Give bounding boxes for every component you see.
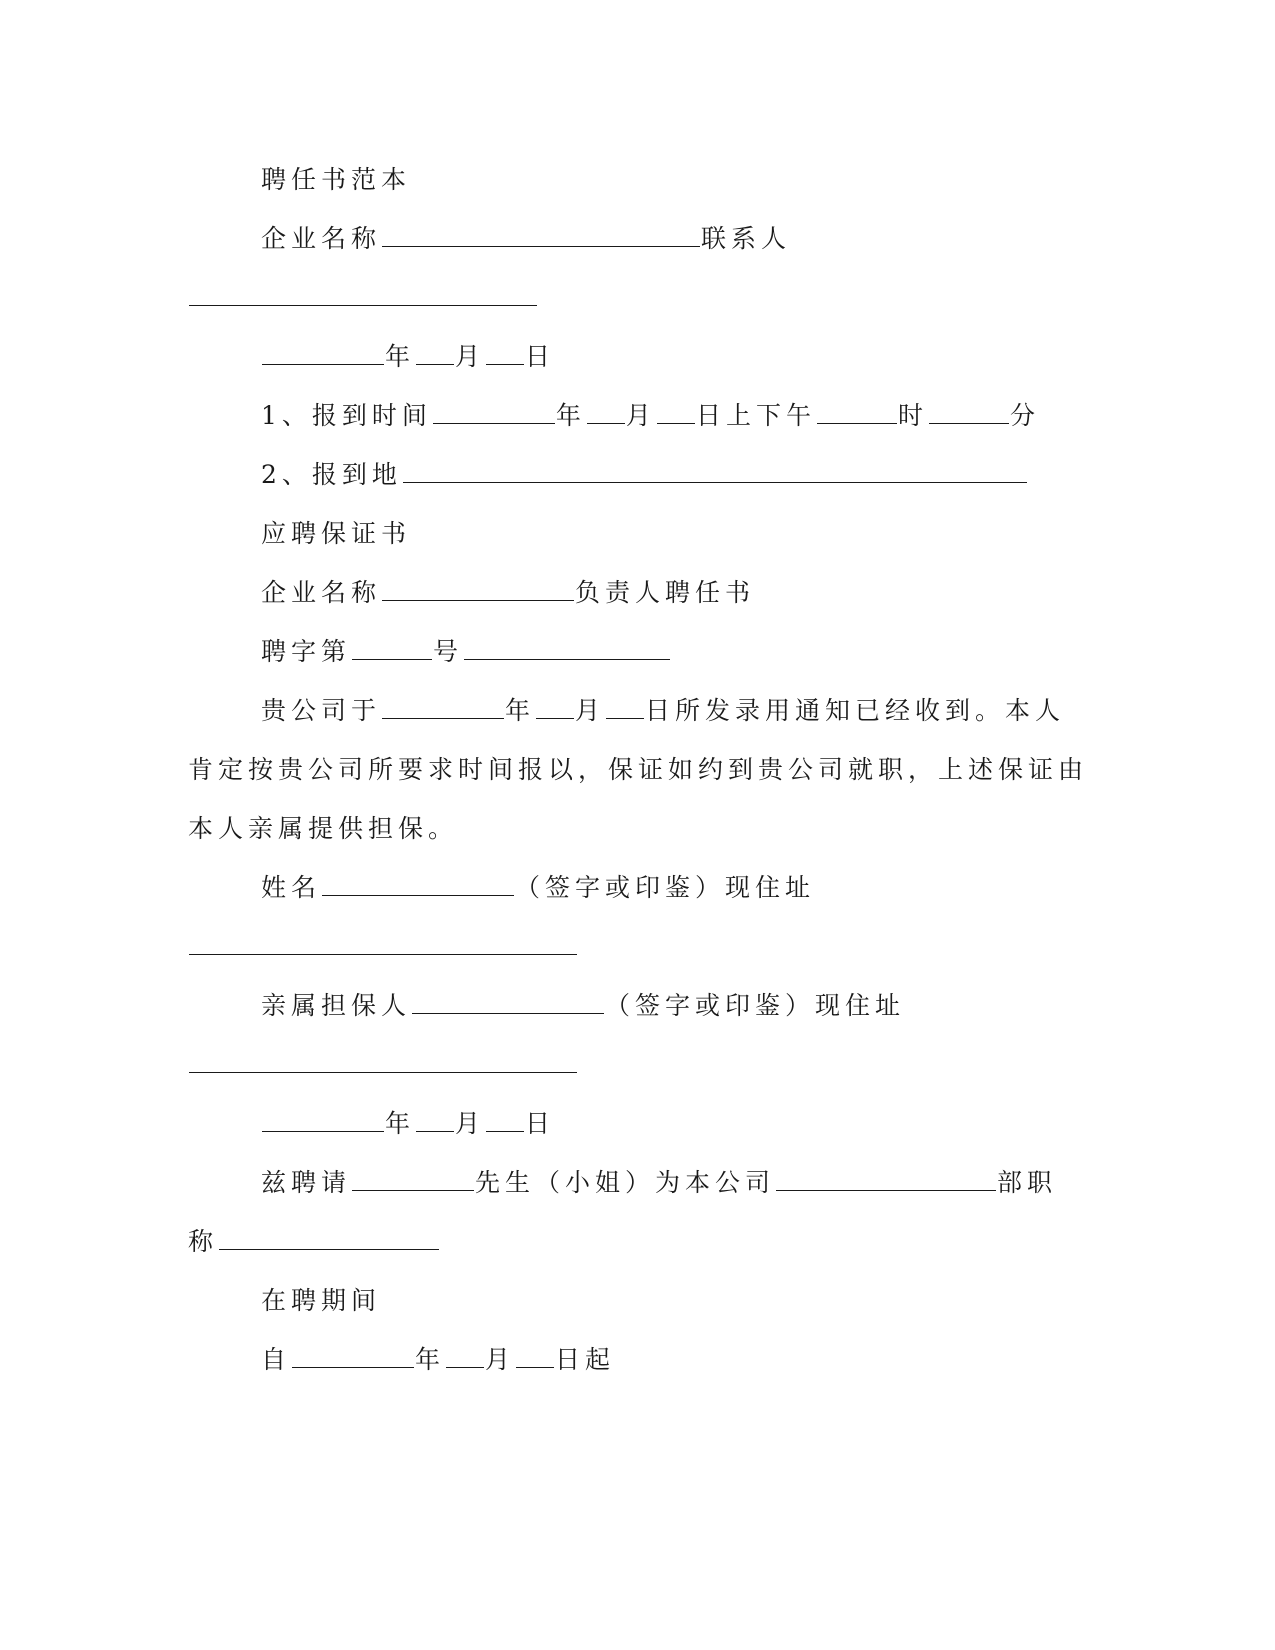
appointment-number-line bbox=[261, 635, 671, 669]
month-blank[interactable] bbox=[416, 340, 454, 365]
sign-seal-label-2: （签字或印鉴）现住址 bbox=[605, 991, 906, 1020]
title-text: 聘任书范本 bbox=[261, 165, 412, 194]
para-line2: 肯定按贵公司所要求时间报以，保证如约到贵公司就职，上述保证由 bbox=[188, 755, 1089, 784]
month-label: 月 bbox=[455, 342, 486, 371]
name-label: 姓名 bbox=[261, 873, 322, 902]
leader-appointment-label: 负责人聘任书 bbox=[575, 578, 756, 607]
guarantee-title-line bbox=[261, 517, 411, 551]
start-month-label: 月 bbox=[485, 1345, 516, 1374]
address-blank-2[interactable] bbox=[189, 1048, 577, 1073]
guarantor-line bbox=[261, 989, 905, 1023]
hour-blank[interactable] bbox=[817, 399, 897, 424]
start-month-blank[interactable] bbox=[446, 1343, 484, 1368]
contact-blank-line bbox=[188, 281, 538, 315]
appoint-extra-blank[interactable] bbox=[464, 635, 670, 660]
minute-label: 分 bbox=[1009, 401, 1040, 430]
day-label: 日 bbox=[525, 342, 556, 371]
company-contact-line bbox=[261, 222, 791, 256]
contact-label: 联系人 bbox=[701, 224, 792, 253]
report-place-label: 2、报到地 bbox=[261, 460, 402, 489]
month-label-2: 月 bbox=[455, 1109, 486, 1138]
appoint-no-prefix: 聘字第 bbox=[261, 637, 352, 666]
appoint-no-suffix: 号 bbox=[433, 637, 464, 666]
guarantee-title: 应聘保证书 bbox=[261, 519, 412, 548]
start-year-label: 年 bbox=[415, 1345, 446, 1374]
company-name-blank[interactable] bbox=[382, 222, 700, 247]
address-blank-1[interactable] bbox=[189, 930, 577, 955]
during-term-label: 在聘期间 bbox=[261, 1286, 382, 1315]
from-label: 自 bbox=[261, 1345, 292, 1374]
am-pm-label: 日上下午 bbox=[695, 401, 816, 430]
contact-blank[interactable] bbox=[189, 281, 537, 306]
para-line3: 本人亲属提供担保。 bbox=[188, 814, 459, 843]
term-line bbox=[261, 1284, 381, 1318]
report-month-label: 月 bbox=[625, 401, 656, 430]
company-leader-line bbox=[261, 576, 755, 610]
address-blank-line-1 bbox=[188, 930, 578, 964]
guarantor-blank[interactable] bbox=[412, 989, 604, 1014]
para-end-line1: 日所发录用通知已经收到。本人 bbox=[645, 696, 1066, 725]
paragraph-line-1 bbox=[261, 694, 1065, 728]
job-title-blank[interactable] bbox=[219, 1225, 439, 1250]
report-month-blank[interactable] bbox=[587, 399, 625, 424]
appoint-no-blank[interactable] bbox=[352, 635, 432, 660]
company-name-blank-2[interactable] bbox=[382, 576, 574, 601]
report-year-blank[interactable] bbox=[433, 399, 555, 424]
start-day-blank[interactable] bbox=[516, 1343, 554, 1368]
department-blank[interactable] bbox=[776, 1166, 996, 1191]
notice-month-blank[interactable] bbox=[536, 694, 574, 719]
para-prefix: 贵公司于 bbox=[261, 696, 382, 725]
year-label: 年 bbox=[385, 342, 416, 371]
date-line-2 bbox=[261, 1107, 555, 1141]
day-blank[interactable] bbox=[486, 340, 524, 365]
hire-line bbox=[261, 1166, 1057, 1200]
mr-ms-label: 先生（小姐）为本公司 bbox=[475, 1168, 776, 1197]
relative-guarantor-label: 亲属担保人 bbox=[261, 991, 412, 1020]
report-place-blank[interactable] bbox=[403, 458, 1027, 483]
report-year-label: 年 bbox=[555, 401, 586, 430]
year-blank-2[interactable] bbox=[262, 1107, 384, 1132]
sign-seal-label: （签字或印鉴）现住址 bbox=[515, 873, 816, 902]
notice-month-label: 月 bbox=[575, 696, 606, 725]
company-name-label: 企业名称 bbox=[261, 224, 382, 253]
report-place-line bbox=[261, 458, 1028, 492]
title-line bbox=[188, 1225, 440, 1259]
name-line bbox=[261, 871, 815, 905]
address-blank-line-2 bbox=[188, 1048, 578, 1082]
hour-label: 时 bbox=[897, 401, 928, 430]
day-start-label: 日起 bbox=[555, 1345, 616, 1374]
hereby-hire-label: 兹聘请 bbox=[261, 1168, 352, 1197]
day-blank-2[interactable] bbox=[486, 1107, 524, 1132]
notice-year-label: 年 bbox=[505, 696, 536, 725]
dept-title-label: 部职 bbox=[997, 1168, 1058, 1197]
document-title bbox=[261, 163, 411, 197]
notice-day-blank[interactable] bbox=[606, 694, 644, 719]
notice-year-blank[interactable] bbox=[382, 694, 504, 719]
paragraph-line-3 bbox=[188, 812, 458, 846]
year-blank[interactable] bbox=[262, 340, 384, 365]
start-year-blank[interactable] bbox=[292, 1343, 414, 1368]
date-line-1 bbox=[261, 340, 555, 374]
report-time-line bbox=[261, 399, 1040, 433]
start-date-line bbox=[261, 1343, 615, 1377]
report-time-label: 1、报到时间 bbox=[261, 401, 432, 430]
day-label-2: 日 bbox=[525, 1109, 556, 1138]
company-name-label-2: 企业名称 bbox=[261, 578, 382, 607]
name-blank[interactable] bbox=[322, 871, 514, 896]
title-suffix-label: 称 bbox=[188, 1227, 219, 1256]
minute-blank[interactable] bbox=[929, 399, 1009, 424]
month-blank-2[interactable] bbox=[416, 1107, 454, 1132]
report-day-blank[interactable] bbox=[657, 399, 695, 424]
hiree-name-blank[interactable] bbox=[352, 1166, 474, 1191]
paragraph-line-2 bbox=[188, 753, 1088, 787]
year-label-2: 年 bbox=[385, 1109, 416, 1138]
